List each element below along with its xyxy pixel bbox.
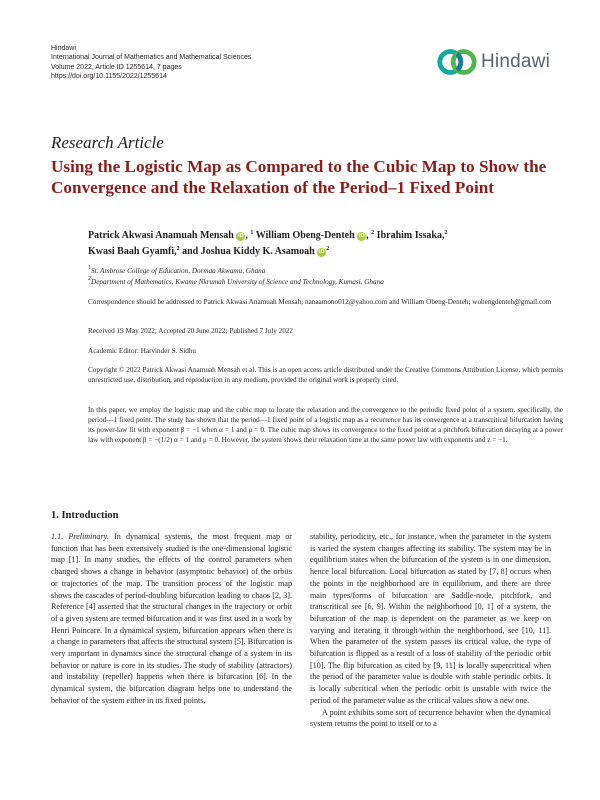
paragraph: In dynamical systems, the most frequent map or function that has been extensively studied is the one-dimensional logistic map [1]. In many studies, the effects of the control parameters when changed shows a change in behavior (asymptotic behavior) of the orbits or trajectories of the map. The transition process of the logistic map shows the cascades of period-doubling bifurcation leading to chaos [2, 3]. Reference [4] asserted that the structural changes in the trajectory or orbit of a given system are termed bifurcation and it was first used in a work by Henri Poincare. In a dynamical system, bifurcation appears when there is a change in parameters that affects the structural system [5]. Bifurcation is very important in dynamics since the structural change of a system in its behavior or nature is core in its studies. The study of stability (attractors) and instability (repeller) happens when there is bifurcation [6]. In the dynamical system, the bifurcation diagram helps one to understand the behavior of the system either in its fixed points, (51, 532, 292, 705)
body-column-left (51, 531, 292, 707)
correspondence: Correspondence should be addressed to Patrick Akwasi Anamuah Mensah; nanaamono012@yahoo.com and William Obeng-Denteh; wobengdenteh@gmail.com (88, 298, 552, 306)
abstract: In this paper, we employ the logistic map and the cubic map to locate the relaxation and the convergence to the periodic fixed point of a system, specifically, the period—1 fixed point. The study has shown that the period—1 fixed point of a logistic map as a recurrence has its convergence at a transcritical bifurcation having its power-law fit with exponent β = −1 when α = 1 and μ = 0. The cubic map shows its convergence to the fixed point at a pitchfork bifurcation decaying at a power law with exponent β = −(1/2) α = 1 and μ = 0. However, the system shows their relaxation time at the same power law with exponents and z = −1. (88, 406, 563, 444)
volume-info: Volume 2022, Article ID 1255614, 7 pages (51, 63, 182, 71)
body-column-right (310, 531, 551, 730)
affiliation-marker: 2 (444, 230, 448, 236)
subsection-heading: 1.1. Preliminary. (51, 532, 109, 541)
journal-name: International Journal of Mathematics and Mathematical Sciences (51, 54, 252, 62)
affiliation-marker: 1 (250, 230, 254, 236)
copyright-notice: Copyright © 2022 Patrick Akwasi Anamuah Mensah et al. This is an open access article distributed under the Creative Commons Attribution License, which permits unrestricted use, distribution, and reproduction in any medium, provided the original work is properly cited. (88, 366, 563, 384)
affiliation-item: $^2$Department of Mathematics, Kwame Nkrumah University of Science and Technology, Kumasi, Ghana (88, 275, 384, 286)
hindawi-logo-icon (436, 46, 478, 78)
journal-header (51, 44, 251, 82)
paragraph: stability, periodicity, etc., for instance, when the parameter in the system is varied the system changes affecting its stability. The system may be in equilibrium states when the bifurcation of the system is in one dimension, hence local bifurcation. Local bifurcation as stated by [7, 8] occurs when the points in the neighborhood are in equilibrium, and there are three main types/forms of bifurcation are Saddle-node, pitchfork, and transcritical see [6, 9]. Within the neighborhood [0, 1] of a system, the bifurcation of the map is dependent on the parameter as we keep on varying and iterating it through/within the neighborhood, see [10, 11]. When the parameter of the system passes its critical value, the type of bifurcation is flipped as a result of a loss of stability of the periodic orbit [10]. The flip bifurcation as cited by [9, 11] is locally supercritical when the period of the parameter value is double with stable periodic orbits. It is locally subcritical when the periodic orbit is unstable with twice the period of the parameter value as the critical values show a new one. (310, 532, 551, 705)
author-name[interactable]: Ibrahim Issaka, (376, 230, 445, 241)
doi-link[interactable]: https://doi.org/10.1155/2022/1255614 (51, 73, 167, 81)
author-name[interactable]: Joshua Kiddy K. Asamoah (200, 246, 315, 257)
affiliation-marker: 2 (371, 230, 375, 236)
affiliation-marker: 2 (326, 246, 330, 252)
orcid-icon[interactable]: iD (318, 249, 325, 255)
affiliations (88, 266, 384, 287)
author-name[interactable]: Patrick Akwasi Anamuah Mensah (88, 230, 234, 241)
publication-dates: Received 19 May 2022; Accepted 20 June 2022; Published 7 July 2022 (88, 327, 294, 335)
orcid-icon[interactable]: iD (238, 233, 244, 239)
publisher-name: Hindawi (51, 45, 76, 52)
section-heading: 1. Introduction (51, 510, 119, 521)
orcid-icon[interactable]: iD (358, 233, 365, 239)
author-list: Patrick Akwasi Anamuah Mensah iD , $^1$ William Obeng-Denteh iD , $^2$ Ibrahim Issaka,$^2$ Kwasi Baah Gyamfi,$^2$ and Joshua Kiddy K. Asamoah iD $^2$ (88, 230, 448, 257)
paragraph: A point exhibits some sort of recurrence behavior when the dynamical system returns the point to itself or to a (310, 707, 551, 729)
article-type: Research Article (51, 133, 164, 152)
academic-editor: Academic Editor: Harvinder S. Sidhu (88, 347, 196, 355)
author-name[interactable]: William Obeng-Denteh (255, 230, 355, 241)
author-name[interactable]: Kwasi Baah Gyamfi, (88, 246, 177, 257)
paper-title: Using the Logistic Map as Compared to the Cubic Map to Show the Convergence and the Relaxation of the Period–1 Fixed Point (51, 157, 547, 197)
hindawi-logo[interactable] (436, 44, 566, 80)
logo-wordmark: Hindawi (481, 51, 550, 72)
affiliation-item: $^1$St. Ambrose College of Education, Dormaa Akwamu, Ghana (88, 265, 266, 275)
affiliation-marker: 2 (176, 246, 180, 252)
